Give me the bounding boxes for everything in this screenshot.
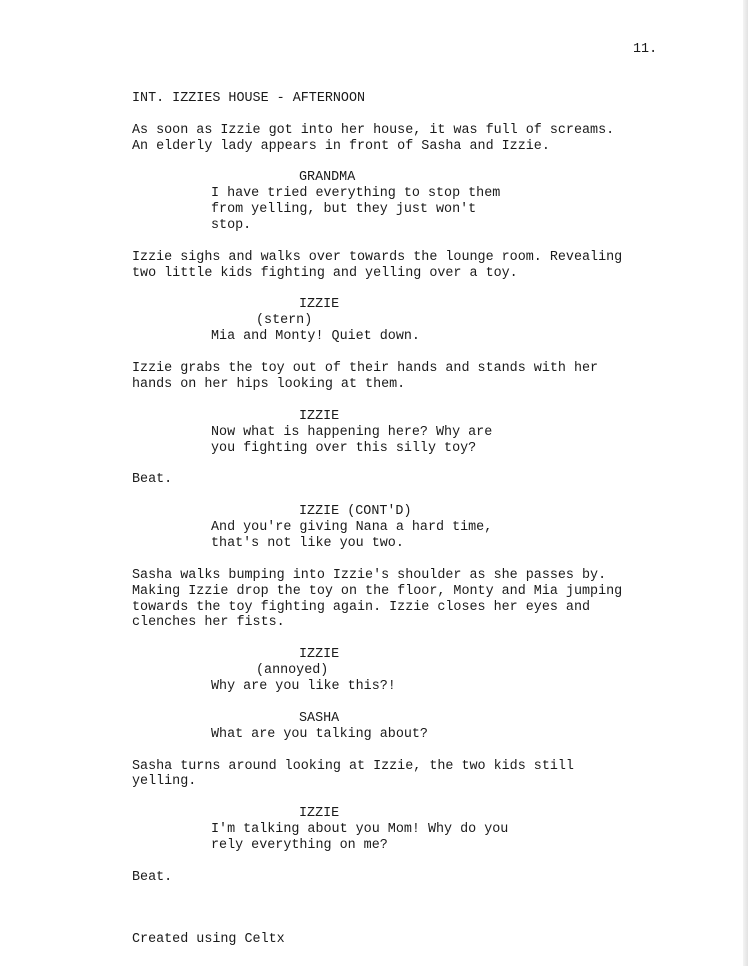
action-line: An elderly lady appears in front of Sasha and Izzie. <box>132 139 550 154</box>
dialogue-line: Why are you like this?! <box>211 679 396 694</box>
dialogue-line: I have tried everything to stop them <box>211 186 501 201</box>
dialogue-line: Now what is happening here? Why are <box>211 425 493 440</box>
scene-heading: INT. IZZIES HOUSE - AFTERNOON <box>132 91 366 106</box>
action-line: Sasha walks bumping into Izzie's shoulder as she passes by. <box>132 568 607 583</box>
dialogue-line: And you're giving Nana a hard time, <box>211 520 493 535</box>
dialogue-line: rely everything on me? <box>211 838 388 853</box>
action-line: Sasha turns around looking at Izzie, the two kids still <box>132 759 574 774</box>
dialogue-line: Mia and Monty! Quiet down. <box>211 329 420 344</box>
character-name: IZZIE <box>299 297 340 312</box>
character-name: IZZIE <box>299 409 340 424</box>
dialogue-line: I'm talking about you Mom! Why do you <box>211 822 509 837</box>
page-number: 11. <box>633 42 658 57</box>
action-line: hands on her hips looking at them. <box>132 377 406 392</box>
parenthetical: (stern) <box>256 313 313 328</box>
action-line: towards the toy fighting again. Izzie closes her eyes and <box>132 600 591 615</box>
action-line: two little kids fighting and yelling over a toy. <box>132 266 518 281</box>
character-name: SASHA <box>299 711 340 726</box>
action-line: Izzie grabs the toy out of their hands and stands with her <box>132 361 599 376</box>
dialogue-line: stop. <box>211 218 252 233</box>
dialogue-line: from yelling, but they just won't <box>211 202 477 217</box>
dialogue-line: that's not like you two. <box>211 536 404 551</box>
action-line: As soon as Izzie got into her house, it was full of screams. <box>132 123 615 138</box>
action-line: Making Izzie drop the toy on the floor, Monty and Mia jumping <box>132 584 623 599</box>
character-name: GRANDMA <box>299 170 356 185</box>
character-name: IZZIE <box>299 647 340 662</box>
character-name: IZZIE <box>299 806 340 821</box>
footer-credit: Created using Celtx <box>132 932 285 947</box>
action-line: Izzie sighs and walks over towards the lounge room. Revealing <box>132 250 623 265</box>
action-line: clenches her fists. <box>132 615 285 630</box>
page-edge-shadow <box>743 0 748 966</box>
parenthetical: (annoyed) <box>256 663 329 678</box>
action-line: Beat. <box>132 472 173 487</box>
dialogue-line: What are you talking about? <box>211 727 428 742</box>
character-name: IZZIE (CONT'D) <box>299 504 412 519</box>
dialogue-line: you fighting over this silly toy? <box>211 441 477 456</box>
action-line: Beat. <box>132 870 173 885</box>
action-line: yelling. <box>132 774 197 789</box>
